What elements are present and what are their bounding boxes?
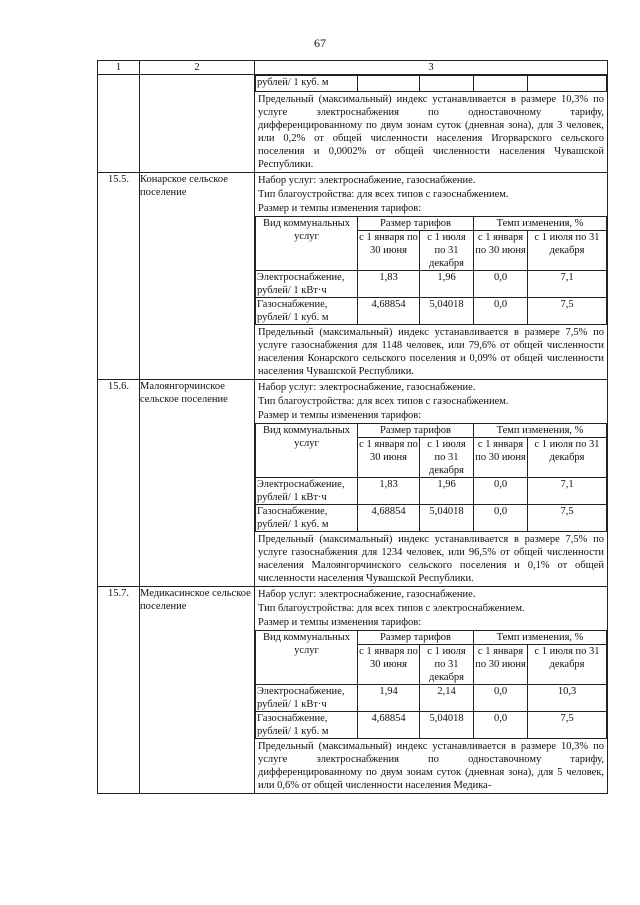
rate-jan: 0,0: [474, 712, 528, 739]
tariff-row: [256, 685, 607, 712]
rate-jul: 7,5: [528, 505, 607, 532]
services-line: Набор услуг: электроснабжение, газоснабжение.: [258, 589, 476, 600]
tariff-jul: 5,04018: [420, 298, 474, 325]
rate-jul: 10,3: [528, 685, 607, 712]
tariff-jan: 1,83: [358, 271, 420, 298]
service-name: Электроснабжение, рублей/ 1 кВт·ч: [256, 685, 358, 712]
section-content: [255, 380, 608, 587]
tariffs-title: Размер и темпы изменения тарифов:: [258, 203, 422, 214]
top-fragment-name: [140, 75, 255, 173]
limit-text: Предельный (максимальный) индекс устанавливается в размере 10,3% по услуге электроснабжения по одноставочному тарифу, дифференцированному по двум зонам суток (дневная зона), для 5 человек, или 0,6% от общей численности населения Медика-: [258, 741, 604, 791]
tariff-jul: 1,96: [420, 271, 474, 298]
improvement-line: Тип благоустройства: для всех типов с газоснабжением.: [258, 189, 509, 200]
period-jan-header: с 1 января по 30 июня: [474, 231, 528, 271]
tariff-jan: 4,68854: [358, 712, 420, 739]
header-col-3: 3: [255, 61, 608, 75]
tariff-jul: 5,04018: [420, 505, 474, 532]
section-content: [255, 173, 608, 380]
header-col-2: 2: [140, 61, 255, 75]
tariff-row: [256, 505, 607, 532]
top-fragment-limit-text: Предельный (максимальный) индекс устанавливается в размере 10,3% по услуге электроснабжения по одноставочному тарифу, дифференцированному по двум зонам суток (дневная зона), для 3 человек, или 0,2% от общей численности населения Игорварского сельского поселения и 0,0002% от общей численности населения Чувашской Республики.: [258, 94, 604, 170]
period-jan-header: с 1 января по 30 июня: [358, 645, 420, 685]
tariff-jan: 1,94: [358, 685, 420, 712]
tariff-inner-table: [255, 423, 607, 532]
services-line: Набор услуг: электроснабжение, газоснабжение.: [258, 382, 476, 393]
rate-jan: 0,0: [474, 478, 528, 505]
section-row: [98, 587, 608, 794]
rate-jan: 0,0: [474, 298, 528, 325]
change-rate-header: Темп изменения, %: [474, 424, 607, 438]
service-name: Газоснабжение, рублей/ 1 куб. м: [256, 505, 358, 532]
section-number: 15.7.: [98, 587, 140, 794]
service-name: Газоснабжение, рублей/ 1 куб. м: [256, 712, 358, 739]
section-content: [255, 587, 608, 794]
period-jan-header: с 1 января по 30 июня: [358, 231, 420, 271]
limit-text: Предельный (максимальный) индекс устанавливается в размере 7,5% по услуге газоснабжения для 1234 человек, или 96,5% от общей численности населения Малоянгорчинского сельского поселения и 0,1% от общей численности населения Чувашской Республики.: [258, 534, 604, 584]
top-fragment-num: [98, 75, 140, 173]
tariff-size-header: Размер тарифов: [358, 631, 474, 645]
rate-jul: 7,5: [528, 298, 607, 325]
tariff-row: [256, 478, 607, 505]
service-name: Электроснабжение, рублей/ 1 кВт·ч: [256, 271, 358, 298]
period-jul-header: с 1 июля по 31 декабря: [420, 438, 474, 478]
rate-jul: 7,1: [528, 271, 607, 298]
tariff-row: [256, 712, 607, 739]
tariff-row: [256, 298, 607, 325]
period-jul-header: с 1 июля по 31 декабря: [528, 231, 607, 271]
section-name: Медикасинское сельское поселение: [140, 587, 255, 794]
change-rate-header: Темп изменения, %: [474, 631, 607, 645]
period-jul-header: с 1 июля по 31 декабря: [420, 231, 474, 271]
service-kind-header: Вид коммунальных услуг: [256, 217, 358, 271]
period-jan-header: с 1 января по 30 июня: [474, 645, 528, 685]
service-kind-header: Вид коммунальных услуг: [256, 424, 358, 478]
tariffs-title: Размер и темпы изменения тарифов:: [258, 410, 422, 421]
rate-jul: 7,5: [528, 712, 607, 739]
period-jul-header: с 1 июля по 31 декабря: [528, 645, 607, 685]
tariff-jan: 1,83: [358, 478, 420, 505]
section-row: [98, 173, 608, 380]
period-jan-header: с 1 января по 30 июня: [358, 438, 420, 478]
rate-jan: 0,0: [474, 271, 528, 298]
tariffs-title: Размер и темпы изменения тарифов:: [258, 617, 422, 628]
section-number: 15.6.: [98, 380, 140, 587]
section-name: Малоянгорчинское сельское поселение: [140, 380, 255, 587]
tariff-jan: 4,68854: [358, 505, 420, 532]
service-name: Газоснабжение, рублей/ 1 куб. м: [256, 298, 358, 325]
period-jul-header: с 1 июля по 31 декабря: [420, 645, 474, 685]
improvement-line: Тип благоустройства: для всех типов с газоснабжением.: [258, 396, 509, 407]
section-row: [98, 380, 608, 587]
tariff-jul: 5,04018: [420, 712, 474, 739]
period-jul-header: с 1 июля по 31 декабря: [528, 438, 607, 478]
tariff-size-header: Размер тарифов: [358, 217, 474, 231]
top-fragment-content: [255, 75, 608, 173]
section-name: Конарское сельское поселение: [140, 173, 255, 380]
rate-jan: 0,0: [474, 685, 528, 712]
tariff-row: [256, 271, 607, 298]
header-row: [98, 61, 608, 75]
service-kind-header: Вид коммунальных услуг: [256, 631, 358, 685]
page-number: 67: [314, 36, 326, 50]
section-number: 15.5.: [98, 173, 140, 380]
change-rate-header: Темп изменения, %: [474, 217, 607, 231]
tariff-table: [97, 60, 608, 794]
limit-text: Предельный (максимальный) индекс устанавливается в размере 7,5% по услуге газоснабжения для 1148 человек, или 79,6% от общей численности населения Конарского сельского поселения и 0,09% от общей численности населения Чувашской Республики.: [258, 327, 604, 377]
top-fragment-row: [98, 75, 608, 173]
rate-jul: 7,1: [528, 478, 607, 505]
services-line: Набор услуг: электроснабжение, газоснабжение.: [258, 175, 476, 186]
top-fragment-label: рублей/ 1 куб. м: [256, 76, 358, 92]
tariff-jul: 1,96: [420, 478, 474, 505]
header-col-1: 1: [98, 61, 140, 75]
period-jan-header: с 1 января по 30 июня: [474, 438, 528, 478]
tariff-jan: 4,68854: [358, 298, 420, 325]
tariff-size-header: Размер тарифов: [358, 424, 474, 438]
tariff-inner-table: [255, 630, 607, 739]
tariff-jul: 2,14: [420, 685, 474, 712]
top-fragment-inner-table: [255, 75, 607, 92]
rate-jan: 0,0: [474, 505, 528, 532]
tariff-inner-table: [255, 216, 607, 325]
service-name: Электроснабжение, рублей/ 1 кВт·ч: [256, 478, 358, 505]
improvement-line: Тип благоустройства: для всех типов с электроснабжением.: [258, 603, 525, 614]
